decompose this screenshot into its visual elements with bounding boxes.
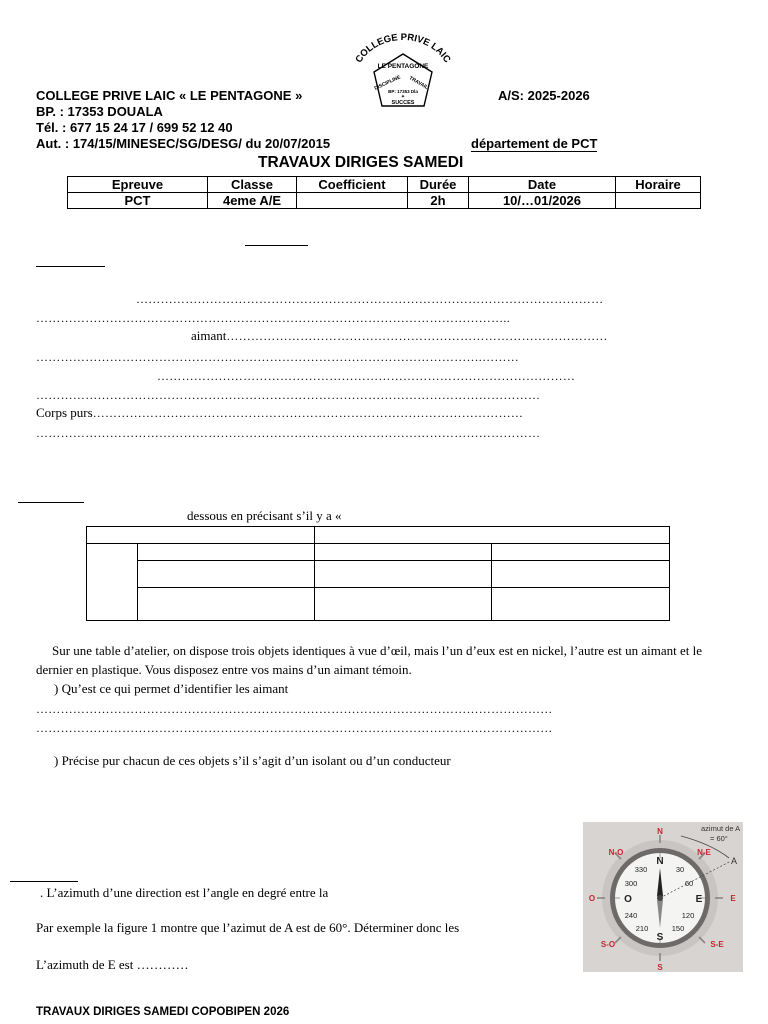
question-b: ) Précise pur chacun de ces objets s’il s’agit d’un isolant ou d’un conducteur [54, 753, 451, 768]
outer-label-s: S [657, 963, 663, 972]
question-a: ) Qu’est ce qui permet d’identifier les aimant [54, 681, 289, 696]
outer-label-se: S-E [710, 940, 724, 949]
outer-label-so: S-O [600, 940, 616, 949]
logo-arc-text: COLLEGE PRIVE LAIC [353, 32, 453, 65]
outer-label-o: O [588, 894, 596, 903]
logo-motto-left: DISCIPLINE [373, 74, 402, 92]
value-cell-duree: 2h [408, 193, 469, 209]
dial-150: 150 [671, 924, 685, 933]
dial-30: 30 [675, 865, 685, 874]
outer-label-no: N-O [608, 848, 624, 857]
info-table-value-row [68, 193, 701, 209]
table-cell[interactable] [138, 588, 315, 621]
info-table-header-row [68, 177, 701, 193]
outer-label-n: N [657, 827, 663, 836]
table-cell[interactable] [138, 561, 315, 588]
header-cell-date: Date [469, 177, 616, 193]
dial-n: N [656, 856, 664, 867]
table-row [87, 527, 670, 544]
table-row [87, 561, 670, 588]
dial-210: 210 [635, 924, 649, 933]
table-cell[interactable] [87, 544, 138, 621]
header-cell-epreuve: Epreuve [68, 177, 208, 193]
table-cell[interactable] [315, 544, 492, 561]
table-row [87, 588, 670, 621]
answer-line[interactable]: ………………………………………………………………………………………… [157, 369, 576, 383]
table-cell[interactable] [315, 588, 492, 621]
dial-o: O [624, 894, 632, 905]
school-year: A/S: 2025-2026 [498, 88, 590, 103]
answer-line[interactable]: …………………………………………………………………………………………………………… [36, 426, 541, 440]
answer-line[interactable]: ……………………………………………………………………………………………………………… [36, 702, 553, 716]
answer-line[interactable]: …………………………………………………………………………………………………………… [36, 388, 541, 402]
table-row [87, 544, 670, 561]
department: département de PCT [471, 136, 598, 151]
value-cell-horaire [616, 193, 701, 209]
heading-underline-center [245, 245, 308, 246]
school-logo [348, 32, 458, 114]
azimuth-angle: = 60° [710, 834, 728, 843]
dial-60: 60 [684, 879, 694, 888]
answer-line[interactable]: …………………………………………………………………………………………………… [136, 292, 604, 306]
azimuth-annotation: azimut de A [701, 824, 741, 833]
page-title: TRAVAUX DIRIGES SAMEDI [258, 154, 464, 171]
logo-inner-text: LE PENTAGONE [377, 63, 429, 70]
aimant-label: aimant………………………………………………………………………………… [191, 328, 608, 343]
table-cell[interactable] [315, 527, 670, 544]
outer-label-e: E [730, 894, 736, 903]
dial-e: E [695, 894, 703, 905]
heading-underline-left [36, 266, 105, 267]
logo-motto-right: TRAVAIL [407, 75, 430, 91]
dial-300: 300 [624, 879, 638, 888]
header-cell-coefficient: Coefficient [297, 177, 408, 193]
header-cell-classe: Classe [208, 177, 297, 193]
value-cell-classe: 4eme A/E [208, 193, 297, 209]
outer-label-ne: N-E [697, 848, 711, 857]
section2-instruction: dessous en précisant s’il y a « [187, 508, 342, 523]
svg-text:COLLEGE PRIVE LAIC [353, 32, 452, 65]
azimuth-definition: . L’azimuth d’une direction est l’angle en degré entre la [40, 885, 329, 900]
table-cell[interactable] [492, 561, 670, 588]
heading-underline-section4 [10, 881, 78, 882]
table-cell[interactable] [315, 561, 492, 588]
azimuth-example: Par exemple la figure 1 montre que l’azimut de A est de 60°. Déterminer donc les [36, 920, 460, 935]
compass-figure [583, 822, 743, 972]
classification-table [86, 526, 670, 621]
table-cell[interactable] [87, 527, 315, 544]
value-cell-epreuve: PCT [68, 193, 208, 209]
authorization: Aut. : 174/15/MINESEC/SG/DESG/ du 20/07/2015 [36, 136, 331, 151]
answer-line[interactable]: …………………………………………………………………………………………………….. [36, 311, 510, 325]
dial-330: 330 [634, 865, 648, 874]
logo-success: SUCCES [391, 100, 415, 106]
section3-paragraph: Sur une table d’atelier, on dispose trois objets identiques à vue d’œil, mais l’un d’eux est en nickel, l’autre est un aimant et le dernier en plastique. Vous disposez entre vos mains d’un aimant témoin. [36, 643, 703, 677]
table-cell[interactable] [492, 588, 670, 621]
point-a-label: A [731, 856, 738, 866]
dial-240: 240 [624, 911, 638, 920]
table-cell[interactable] [138, 544, 315, 561]
answer-line[interactable]: ……………………………………………………………………………………………….……… [36, 350, 519, 364]
table-cell[interactable] [492, 544, 670, 561]
footer-text: TRAVAUX DIRIGES SAMEDI COPOBIPEN 2026 [36, 1006, 290, 1018]
azimuth-e-question: L’azimuth de E est ………… [36, 957, 189, 972]
value-cell-date: 10/…01/2026 [469, 193, 616, 209]
answer-line[interactable]: ……………………………………………………………………………………………………………… [36, 721, 553, 735]
heading-underline-section2 [18, 502, 84, 503]
school-name: COLLEGE PRIVE LAIC « LE PENTAGONE » [36, 88, 303, 103]
logo-bp: BP: 17353 Dla [388, 89, 418, 94]
phone: Tél. : 677 15 24 17 / 699 52 12 40 [36, 120, 233, 135]
dial-120: 120 [681, 911, 695, 920]
po-box: BP. : 17353 DOUALA [36, 104, 163, 119]
corps-purs-label: Corps purs…………………………………………………………………………………………… [36, 405, 524, 420]
dial-s: S [656, 932, 664, 943]
value-cell-coefficient [297, 193, 408, 209]
header-cell-horaire: Horaire [616, 177, 701, 193]
logo-star-icon: ✦ [400, 94, 406, 100]
header-cell-duree: Durée [408, 177, 469, 193]
info-table [67, 176, 701, 209]
